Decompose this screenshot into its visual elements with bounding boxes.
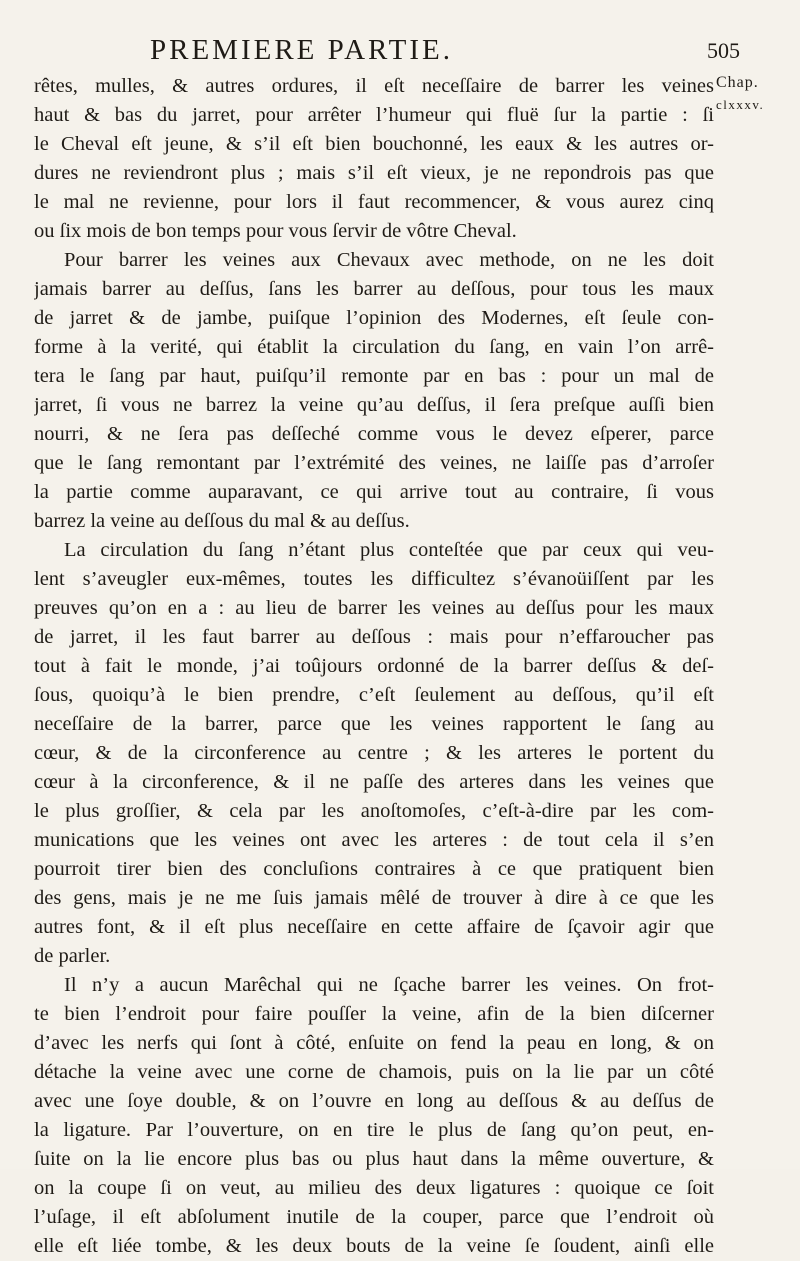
text-line: jamais barrer au deſſus, ſans les barrer au deſſous, pour tous les maux — [34, 278, 714, 300]
text-line: la ligature. Par l’ouverture, on en tire le plus de ſang qu’on peut, en- — [34, 1119, 714, 1141]
margin-note-number: clxxxv. — [716, 97, 765, 112]
text-line: tera le ſang par haut, puiſqu’il remonte par en bas : pour un mal de — [34, 365, 714, 387]
text-line: l’uſage, il eſt abſolument inutile de la couper, parce que l’endroit où — [34, 1206, 714, 1228]
text-line: elle eſt liée tombe, & les deux bouts de la veine ſe ſoudent, ainſi elle — [34, 1235, 714, 1257]
text-line: de parler. — [34, 945, 111, 967]
text-line: nourri, & ne ſera pas deſſeché comme vous le devez eſperer, parce — [34, 423, 714, 445]
page-number: 505 — [707, 38, 740, 63]
text-line: que le ſang remontant par l’extrémité des veines, ne laiſſe pas d’arroſer — [34, 452, 714, 474]
text-line: te bien l’endroit pour faire pouſſer la veine, afin de la bien diſcerner — [34, 1003, 714, 1025]
text-line: barrez la veine au deſſous du mal & au deſſus. — [34, 510, 410, 532]
body-text — [34, 72, 714, 1261]
text-line: preuves qu’on en a : au lieu de barrer les veines au deſſus pour les maux — [34, 597, 714, 619]
text-line: neceſſaire de la barrer, parce que les veines rapportent le ſang au — [34, 713, 714, 735]
text-line: ſous, quoiqu’à le bien prendre, c’eſt ſeulement au deſſous, qu’il eſt — [34, 684, 714, 706]
text-line: Il n’y a aucun Marêchal qui ne ſçache barrer les veines. On frot- — [64, 974, 714, 996]
text-line: d’avec les nerfs qui ſont à côté, enſuite on fend la peau en long, & on — [34, 1032, 714, 1054]
text-line: détache la veine avec une corne de chamois, puis on la lie par un côté — [34, 1061, 714, 1083]
text-line: forme à la verité, qui établit la circulation du ſang, en vain l’on arrê- — [34, 336, 714, 358]
text-line: on la coupe ſi on veut, au milieu des deux ligatures : quoique ce ſoit — [34, 1177, 714, 1199]
text-line: cœur, & de la circonference au centre ; & les arteres le portent du — [34, 742, 714, 764]
text-line: des gens, mais je ne me ſuis jamais mêlé de trouver à dire à ce que les — [34, 887, 714, 909]
text-line: Pour barrer les veines aux Chevaux avec methode, on ne les doit — [64, 249, 714, 271]
text-line: avec une ſoye double, & on l’ouvre en long au deſſous & au deſſus de — [34, 1090, 714, 1112]
text-line: le mal ne revienne, pour lors il faut recommencer, & vous aurez cinq — [34, 191, 714, 213]
text-line: tout à fait le monde, j’ai toûjours ordonné de la barrer deſſus & deſ- — [34, 655, 714, 677]
text-line: jarret, ſi vous ne barrez la veine qu’au deſſus, il ſera preſque auſſi bien — [34, 394, 714, 416]
text-line: lent s’aveugler eux-mêmes, toutes les difficultez s’évanoüiſſent par les — [34, 568, 714, 590]
text-line: le Cheval eſt jeune, & s’il eſt bien bouchonné, les eaux & les autres or- — [34, 133, 714, 155]
margin-note-chapter: Chap. — [716, 74, 759, 91]
text-line: pourroit tirer bien des concluſions contraires à ce que pratiquent bien — [34, 858, 714, 880]
text-line: le plus groſſier, & cela par les anoſtomoſes, c’eſt-à-dire par les com- — [34, 800, 714, 822]
text-line: La circulation du ſang n’étant plus conteſtée que par ceux qui veu- — [64, 539, 714, 561]
text-line: munications que les veines ont avec les arteres : de tout cela il s’en — [34, 829, 714, 851]
running-title: PREMIERE PARTIE. — [150, 34, 453, 66]
text-line: de jarret, il les faut barrer au deſſous : mais pour n’effaroucher pas — [34, 626, 714, 648]
text-line: cœur à la circonference, & il ne paſſe des arteres dans les veines que — [34, 771, 714, 793]
text-line: la partie comme auparavant, ce qui arrive tout au contraire, ſi vous — [34, 481, 714, 503]
text-line: rêtes, mulles, & autres ordures, il eſt neceſſaire de barrer les veines — [34, 75, 714, 97]
text-line: ou ſix mois de bon temps pour vous ſervir de vôtre Cheval. — [34, 220, 517, 242]
text-line: de jarret & de jambe, puiſque l’opinion des Modernes, eſt ſeule con- — [34, 307, 714, 329]
text-line: haut & bas du jarret, pour arrêter l’humeur qui fluë ſur la partie : ſi — [34, 104, 714, 126]
margin-note — [716, 72, 800, 116]
text-line: autres font, & il eſt plus neceſſaire en cette affaire de ſçavoir agir que — [34, 916, 714, 938]
text-line: ſuite on la lie encore plus bas ou plus haut dans la même ouverture, & — [34, 1148, 714, 1170]
running-head — [140, 34, 740, 74]
text-line: dures ne reviendront plus ; mais s’il eſt vieux, je ne repondrois pas que — [34, 162, 714, 184]
